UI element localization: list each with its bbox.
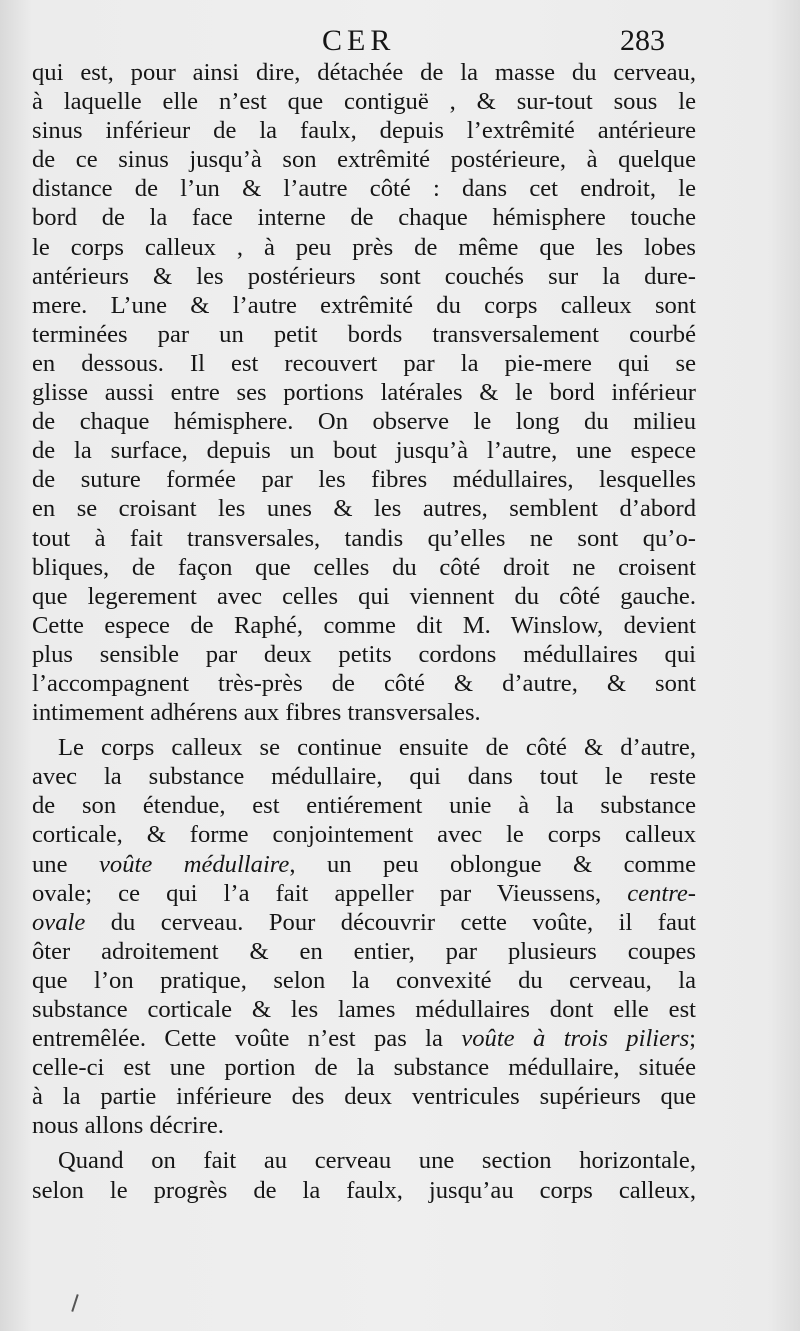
text-line: de chaque hémisphere. On observe le long du milieu — [32, 408, 696, 436]
text-line: que l’on pratique, selon la convexité du cerveau, la — [32, 966, 696, 994]
paragraph-2 — [32, 733, 696, 1140]
text-line: l’accompagnent très-près de côté & d’autre, & sont — [32, 669, 696, 697]
text-line: Le corps calleux se continue ensuite de côté & d’autre, — [58, 734, 696, 762]
text-line: que legerement avec celles qui viennent du côté gauche. — [32, 582, 696, 610]
text-line: distance de l’un & l’autre côté : dans cet endroit, le — [32, 175, 696, 203]
text-line: antérieurs & les postérieurs sont couchés sur la dure- — [32, 262, 696, 290]
text-line: terminées par un petit bords transversalement courbé — [32, 320, 696, 348]
text-line: avec la substance médullaire, qui dans tout le reste — [32, 763, 696, 791]
text-line: celle-ci est une portion de la substance médullaire, située — [32, 1054, 696, 1082]
italic-term: voûte à trois piliers — [461, 1025, 690, 1053]
text-line: ovale du cerveau. Pour découvrir cette voûte, il faut — [32, 908, 696, 936]
text-line: le corps calleux , à peu près de même que les lobes — [32, 233, 696, 261]
text-line: qui est, pour ainsi dire, détachée de la masse du cerveau, — [32, 59, 696, 86]
text-line: substance corticale & les lames médullaires dont elle est — [32, 996, 696, 1023]
text-line: une voûte médullaire, un peu oblongue & comme — [32, 850, 696, 878]
page-number: 283 — [620, 24, 665, 57]
text-line: de suture formée par les fibres médullaires, lesquelles — [32, 466, 696, 494]
text-line: ôter adroitement & en entier, par plusieurs coupes — [32, 937, 696, 965]
text-line: glisse aussi entre ses portions latérales & le bord inférieur — [32, 379, 696, 407]
text-line: entremêlée. Cette voûte n’est pas la voûte à trois piliers; — [32, 1025, 697, 1053]
text-line: plus sensible par deux petits cordons médullaires qui — [32, 640, 696, 668]
ink-mark — [71, 1294, 78, 1312]
text-line: Quand on fait au cerveau une section horizontale, — [58, 1147, 696, 1175]
italic-term: voûte médullaire — [98, 850, 290, 878]
text-line: intimement adhérens aux fibres transversales. — [32, 699, 481, 727]
text-line: bliques, de façon que celles du côté droit ne croisent — [32, 553, 696, 581]
italic-term: centre- — [627, 879, 696, 907]
body-text — [32, 58, 696, 1205]
text-line: Cette espece de Raphé, comme dit M. Winslow, devient — [32, 611, 696, 639]
text-line: de son étendue, est entiérement unie à la substance — [32, 792, 696, 820]
paragraph-1 — [32, 58, 696, 727]
text-line: en dessous. Il est recouvert par la pie-mere qui se — [32, 349, 696, 377]
text-line: bord de la face interne de chaque hémisphere touche — [32, 204, 696, 232]
text-line: sinus inférieur de la faulx, depuis l’extrêmité antérieure — [32, 117, 696, 145]
text-line: en se croisant les unes & les autres, semblent d’abord — [32, 495, 696, 523]
text-line: nous allons décrire. — [32, 1112, 224, 1140]
text-line: selon le progrès de la faulx, jusqu’au corps calleux, — [32, 1176, 696, 1204]
text-line: tout à fait transversales, tandis qu’elles ne sont qu’o- — [32, 524, 696, 552]
running-head — [0, 24, 800, 60]
text-line: de la surface, depuis un bout jusqu’à l’autre, une espece — [32, 437, 696, 465]
text-line: mere. L’une & l’autre extrêmité du corps calleux sont — [32, 291, 696, 319]
text-line: de ce sinus jusqu’à son extrêmité postérieure, à quelque — [32, 146, 696, 174]
running-head-title: CER — [322, 24, 396, 57]
text-line: à laquelle elle n’est que contiguë , & sur-tout sous le — [32, 88, 696, 116]
paragraph-3 — [32, 1146, 696, 1204]
text-line: à la partie inférieure des deux ventricules supérieurs que — [32, 1083, 696, 1111]
italic-term: ovale — [32, 908, 86, 936]
text-line: corticale, & forme conjointement avec le corps calleux — [32, 821, 696, 849]
text-line: ovale; ce qui l’a fait appeller par Vieussens, centre- — [32, 879, 696, 907]
